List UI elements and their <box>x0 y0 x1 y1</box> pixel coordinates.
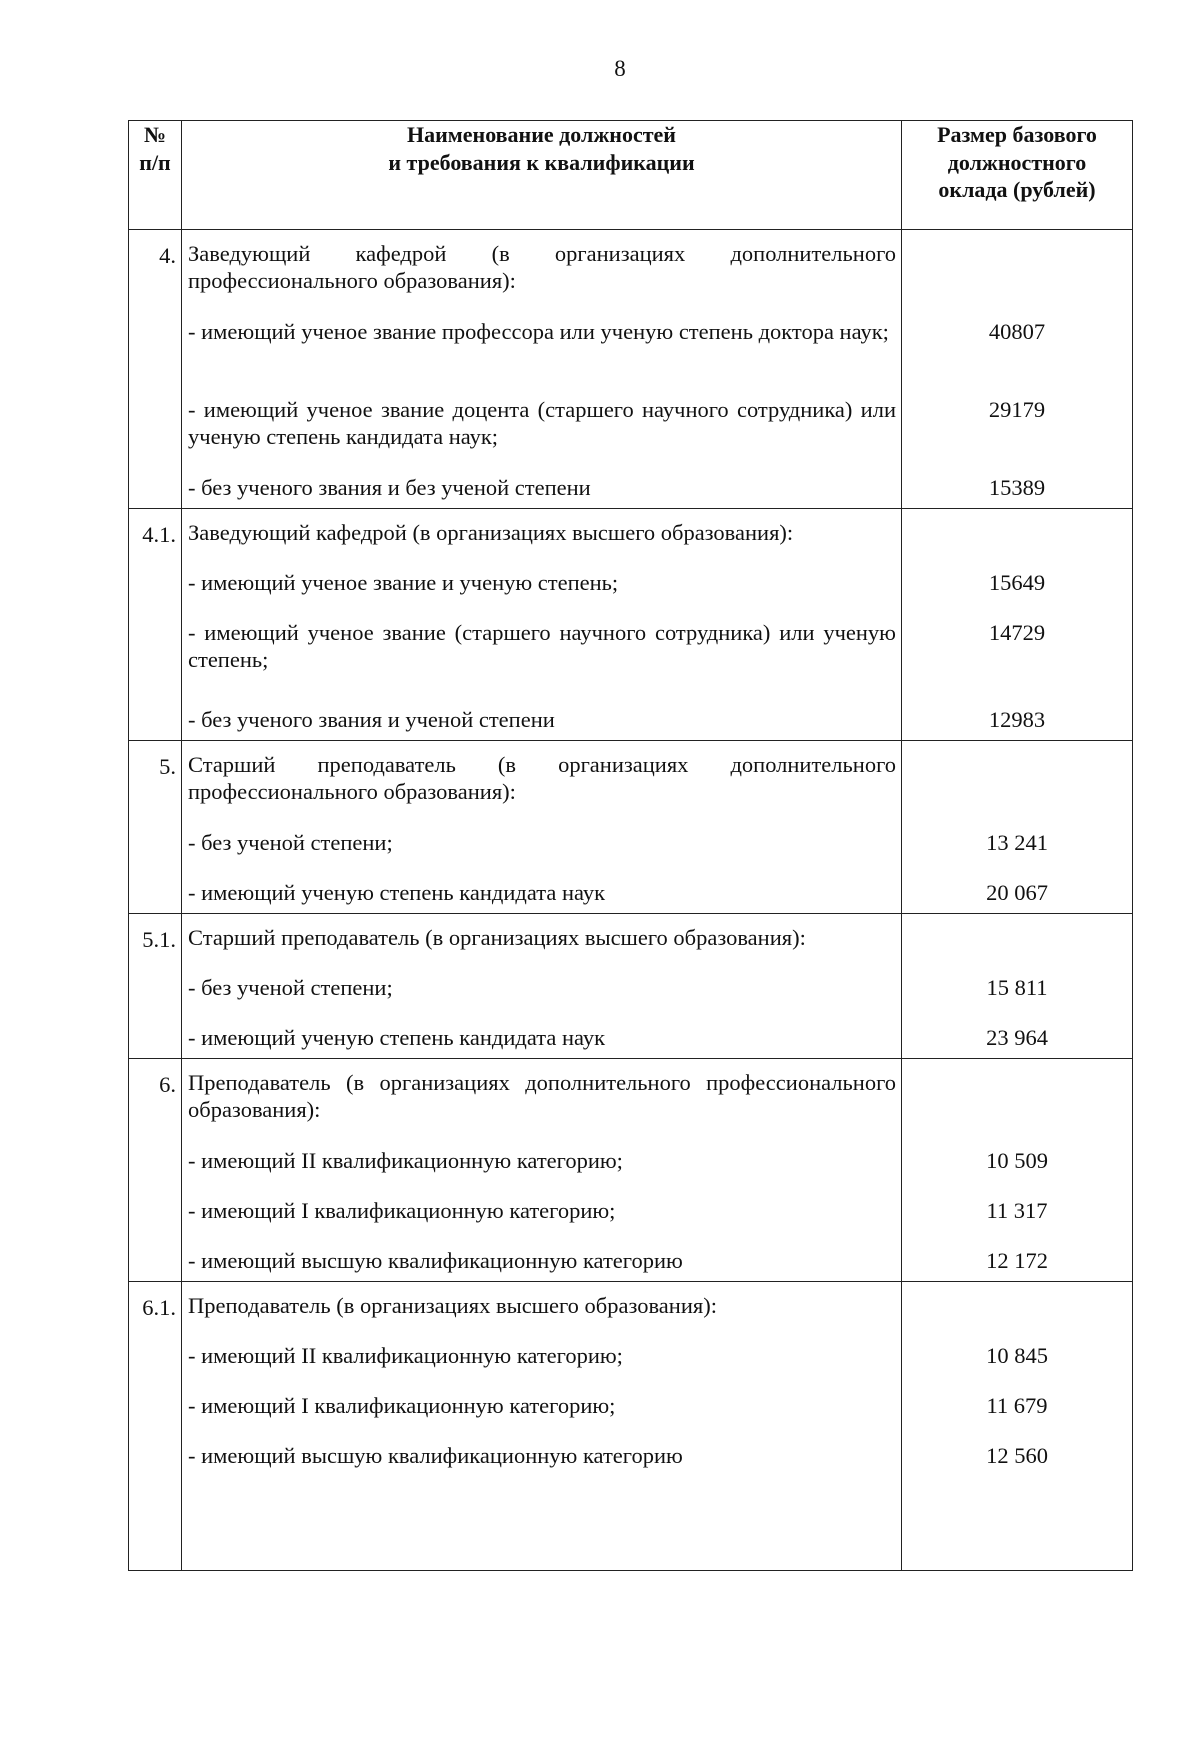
salary-empty <box>902 1069 1132 1147</box>
salary-value: 11 679 <box>986 1393 1048 1418</box>
row-salaries <box>902 1282 1133 1571</box>
row-number: 6.1. <box>129 1282 182 1571</box>
header-number-line2: п/п <box>139 149 171 175</box>
row-number: 4.1. <box>129 509 182 741</box>
salary-value: 40807 <box>988 319 1046 344</box>
header-number <box>129 121 182 230</box>
row-title: Преподаватель (в организациях высшего образования): <box>188 1293 717 1318</box>
row-item-text: - имеющий ученое звание (старшего научного сотрудника) или ученую степень; <box>188 620 896 672</box>
row-salaries <box>902 741 1133 914</box>
salary-table <box>128 120 1133 1571</box>
row-title: Преподаватель (в организациях дополнительного профессионального образования): <box>188 1070 896 1122</box>
salary-value: 10 845 <box>986 1343 1048 1368</box>
row-number: 4. <box>129 230 182 509</box>
salary-value: 15 811 <box>986 975 1048 1000</box>
salary-empty <box>902 519 1132 569</box>
header-row <box>129 121 1133 230</box>
salary-value: 13 241 <box>986 830 1048 855</box>
row-item-text: - без ученого звания и без ученой степени <box>188 475 591 500</box>
row-item-text: - имеющий ученое звание доцента (старшего научного сотрудника) или ученую степень кандидата наук; <box>188 397 896 449</box>
salary-value: 15389 <box>988 475 1046 500</box>
row-positions <box>182 914 902 1059</box>
salary-empty <box>902 240 1132 318</box>
row-title: Заведующий кафедрой (в организациях высшего образования): <box>188 520 794 545</box>
table-body <box>129 230 1133 1571</box>
table-row <box>129 1059 1133 1282</box>
row-number: 6. <box>129 1059 182 1282</box>
row-number: 5. <box>129 741 182 914</box>
salary-value: 20 067 <box>986 880 1048 905</box>
row-salaries <box>902 1059 1133 1282</box>
header-salary-line1: Размер базового <box>937 122 1097 147</box>
salary-empty <box>902 1292 1132 1342</box>
row-number: 5.1. <box>129 914 182 1059</box>
row-salaries <box>902 230 1133 509</box>
row-title: Заведующий кафедрой (в организациях дополнительного профессионального образования): <box>188 241 896 293</box>
salary-empty <box>902 751 1132 829</box>
row-positions <box>182 1282 902 1571</box>
row-item-text: - имеющий II квалификационную категорию; <box>188 1148 623 1173</box>
salary-value: 12 560 <box>986 1443 1048 1468</box>
header-name-line1: Наименование должностей <box>407 122 676 147</box>
table-row <box>129 741 1133 914</box>
salary-value: 12983 <box>988 707 1046 732</box>
row-item-text: - имеющий высшую квалификационную категорию <box>188 1248 683 1273</box>
row-salaries <box>902 509 1133 741</box>
table-header <box>129 121 1133 230</box>
row-item-text: - без ученой степени; <box>188 975 393 1000</box>
row-item-text: - имеющий ученое звание профессора или ученую степень доктора наук; <box>188 319 889 344</box>
page-number: 8 <box>614 56 626 81</box>
row-item-text: - имеющий II квалификационную категорию; <box>188 1343 623 1368</box>
salary-value: 11 317 <box>986 1198 1048 1223</box>
salary-value: 23 964 <box>986 1025 1048 1050</box>
row-item-text: - имеющий ученое звание и ученую степень; <box>188 570 619 595</box>
salary-value: 29179 <box>988 397 1046 422</box>
salary-value: 12 172 <box>986 1248 1048 1273</box>
row-item-text: - имеющий высшую квалификационную категорию <box>188 1443 683 1468</box>
row-item-text: - имеющий I квалификационную категорию; <box>188 1393 616 1418</box>
header-name-line2: и требования к квалификации <box>388 149 695 175</box>
row-item-text: - имеющий I квалификационную категорию; <box>188 1198 616 1223</box>
row-item-text: - имеющий ученую степень кандидата наук <box>188 1025 606 1050</box>
row-item-text: - без ученого звания и ученой степени <box>188 707 555 732</box>
row-title: Старший преподаватель (в организациях высшего образования): <box>188 925 806 950</box>
header-number-line1: № <box>143 122 167 147</box>
row-positions <box>182 230 902 509</box>
row-item-text: - без ученой степени; <box>188 830 393 855</box>
table-row <box>129 1282 1133 1571</box>
header-salary-line3: оклада (рублей) <box>938 177 1096 202</box>
row-salaries <box>902 914 1133 1059</box>
table-row <box>129 230 1133 509</box>
row-item-text: - имеющий ученую степень кандидата наук <box>188 880 606 905</box>
header-position-name <box>182 121 902 230</box>
row-title: Старший преподаватель (в организациях дополнительного профессионального образования): <box>188 752 896 804</box>
header-salary-line2: должностного <box>947 149 1087 175</box>
salary-empty <box>902 924 1132 974</box>
table-row <box>129 509 1133 741</box>
salary-value: 10 509 <box>986 1148 1048 1173</box>
row-positions <box>182 741 902 914</box>
row-positions <box>182 1059 902 1282</box>
table-row <box>129 914 1133 1059</box>
salary-value: 14729 <box>988 620 1046 645</box>
row-positions <box>182 509 902 741</box>
header-base-salary <box>902 121 1133 230</box>
salary-value: 15649 <box>988 570 1046 595</box>
